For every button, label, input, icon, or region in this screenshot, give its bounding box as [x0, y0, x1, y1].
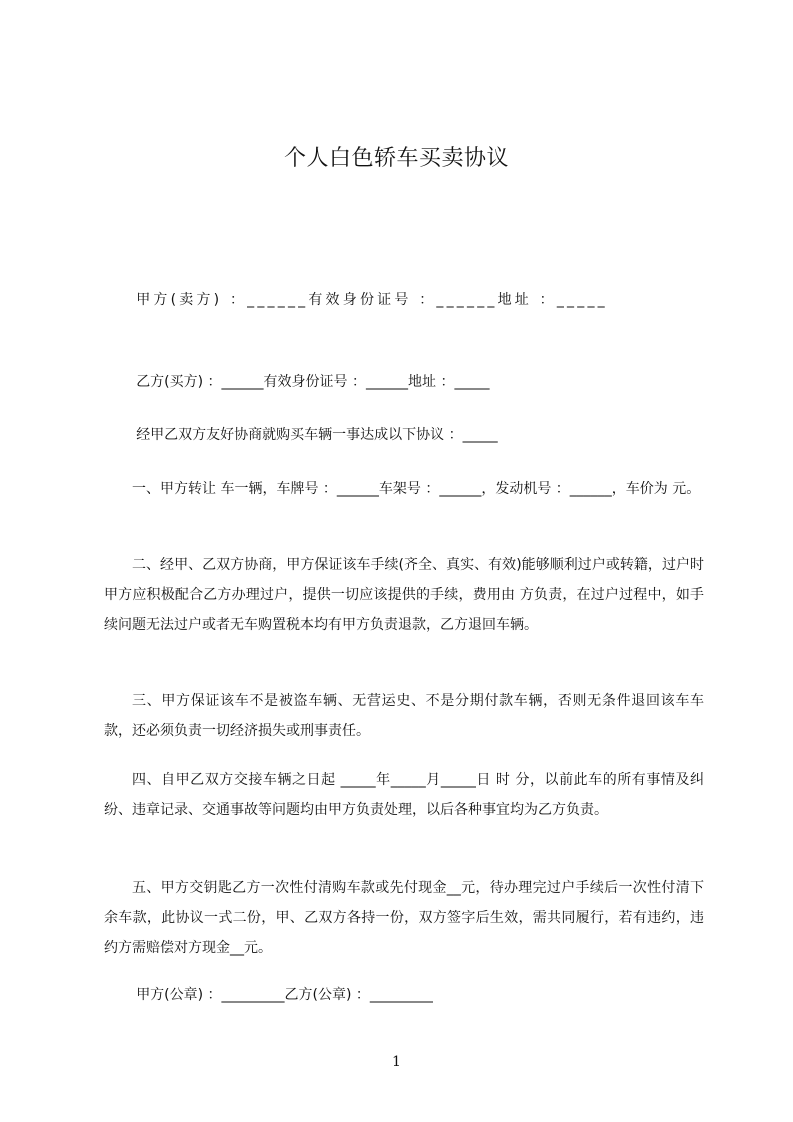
seller-info-line: 甲方(卖方) ：______有效身份证号 ：______地址 ：_____ [136, 292, 608, 308]
clause-2: 二、经甲、乙双方协商，甲方保证该车手续(齐全、真实、有效)能够顺利过户或转籍，过户时甲方应积极配合乙方办理过户，提供一切应该提供的手续，费用由 方负责，在过户过程中，如手续问题无法过户或者无车购置税本均有甲方负责退款，乙方退回车辆。 [104, 557, 704, 633]
signature-line: 甲方(公章) ：_________乙方(公章) ：_________ [136, 987, 433, 1003]
clause-4: 四、自甲乙双方交接车辆之日起 _____年_____月_____日 时 分，以前此车的所有事情及纠纷、违章记录、交通事故等问题均由甲方负责处理，以后各种事宜均为乙方负责。 [104, 772, 704, 818]
document-title: 个人白色轿车买卖协议 [283, 146, 509, 171]
clause-5: 五、甲方交钥匙乙方一次性付清购车款或先付现金__元，待办理完过户手续后一次性付清下余车款，此协议一式二份，甲、乙双方各持一份，双方签字后生效，需共同履行，若有违约，违约方需赔偿对方现金__元。 [104, 880, 704, 956]
agreement-intro: 经甲乙双方友好协商就购买车辆一事达成以下协议 ：_____ [136, 427, 498, 443]
clause-1: 一、甲方转让 车一辆，车牌号 ：______车架号 ：______，发动机号 ：______，车价为 元。 [132, 481, 701, 497]
clause-3: 三、甲方保证该车不是被盗车辆、无营运史、不是分期付款车辆，否则无条件退回该车车款，还必须负责一切经济损失或刑事责任。 [104, 693, 704, 739]
buyer-info-line: 乙方(买方) ：______有效身份证号 ：______地址 ：_____ [136, 374, 490, 390]
page-number: 1 [392, 1054, 401, 1070]
